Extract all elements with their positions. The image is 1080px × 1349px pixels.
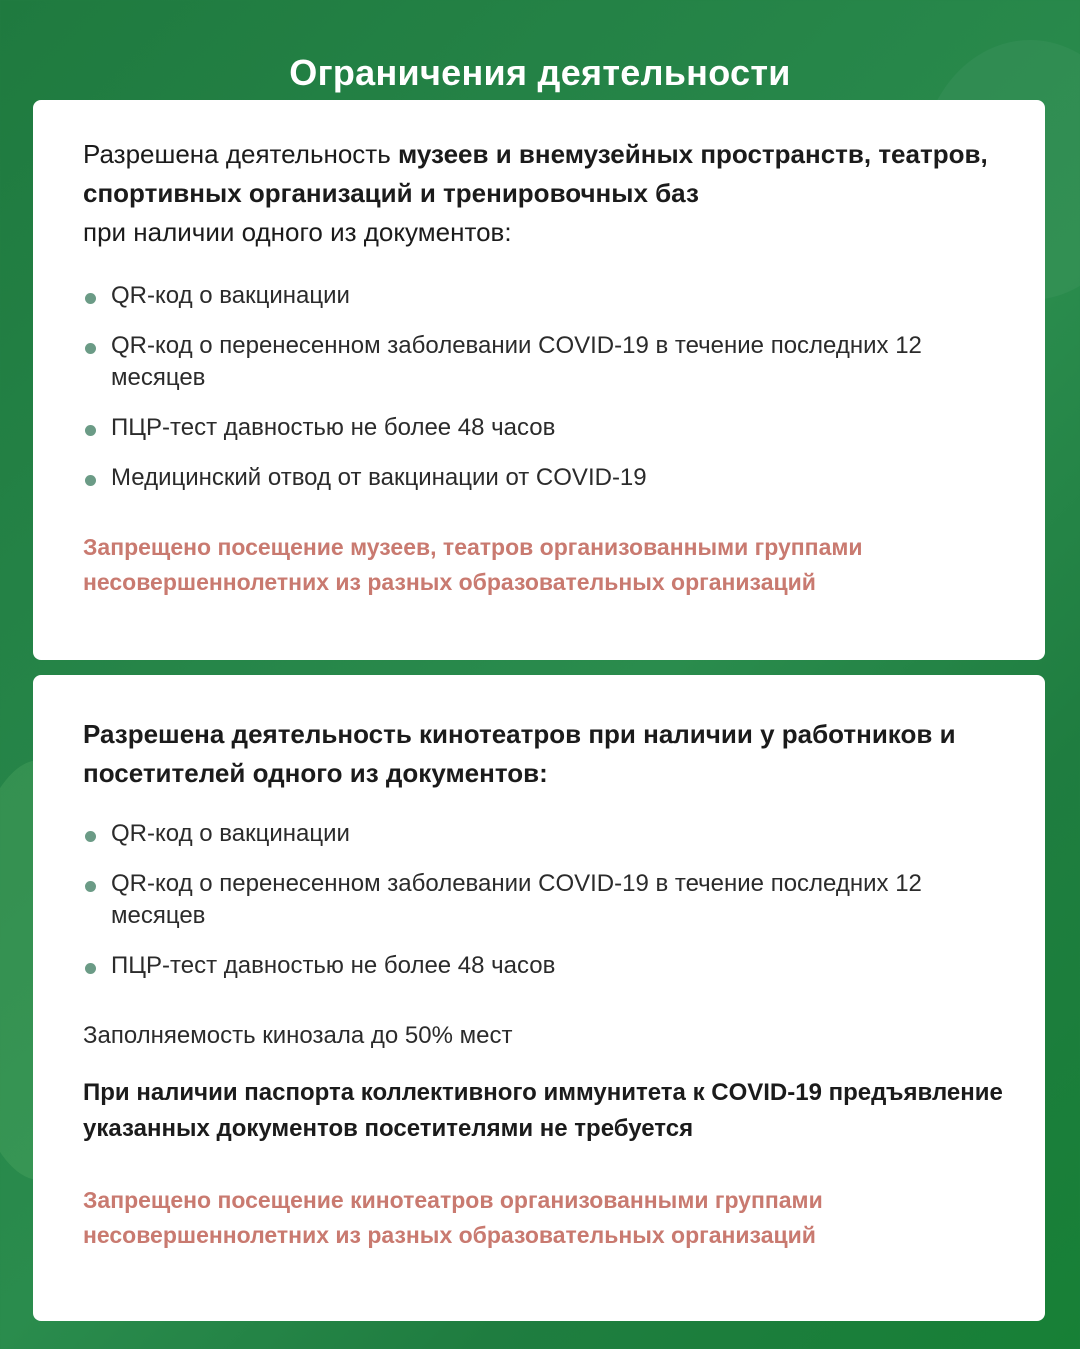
bullet-icon — [85, 343, 96, 354]
bullet-icon — [85, 475, 96, 486]
page-title: Ограничения деятельности — [289, 52, 791, 93]
bullet-icon — [85, 881, 96, 892]
bullet-icon — [85, 963, 96, 974]
list-item: QR-код о вакцинации — [83, 280, 1003, 312]
bullet-icon — [85, 293, 96, 304]
cinemas-card — [33, 675, 1045, 1321]
museums-theaters-card — [33, 100, 1045, 660]
documents-list — [83, 280, 1003, 512]
list-item: QR-код о вакцинации — [83, 818, 1003, 850]
documents-list — [83, 818, 1003, 1000]
list-item: ПЦР-тест давностью не более 48 часов — [83, 950, 1003, 982]
intro-bold: музеев и внемузейных пространств, театров, спортивных организаций и тренировочных баз — [83, 139, 988, 208]
bullet-icon — [85, 831, 96, 842]
card-intro — [83, 135, 1003, 252]
list-item: Медицинский отвод от вакцинации от COVID-19 — [83, 462, 1003, 494]
bullet-icon — [85, 425, 96, 436]
list-item: ПЦР-тест давностью не более 48 часов — [83, 412, 1003, 444]
prohibition-notice: Запрещено посещение музеев, театров организованными группами несовершеннолетних из разных образовательных организаций — [83, 534, 863, 595]
prohibition-notice: Запрещено посещение кинотеатров организованными группами несовершеннолетних из разных образовательных организаций — [83, 1187, 823, 1248]
intro-suffix: при наличии одного из документов: — [83, 217, 512, 247]
occupancy-note: Заполняемость кинозала до 50% мест — [83, 1022, 513, 1049]
immunity-passport-note: При наличии паспорта коллективного иммунитета к COVID-19 предъявление указанных документов посетителями не требуется — [83, 1079, 1003, 1142]
card-intro: Разрешена деятельность кинотеатров при наличии у работников и посетителей одного из документов: — [83, 719, 956, 788]
list-item: QR-код о перенесенном заболевании COVID-19 в течение последних 12 месяцев — [83, 868, 1003, 932]
intro-prefix: Разрешена деятельность — [83, 139, 398, 169]
list-item: QR-код о перенесенном заболевании COVID-19 в течение последних 12 месяцев — [83, 330, 1003, 394]
